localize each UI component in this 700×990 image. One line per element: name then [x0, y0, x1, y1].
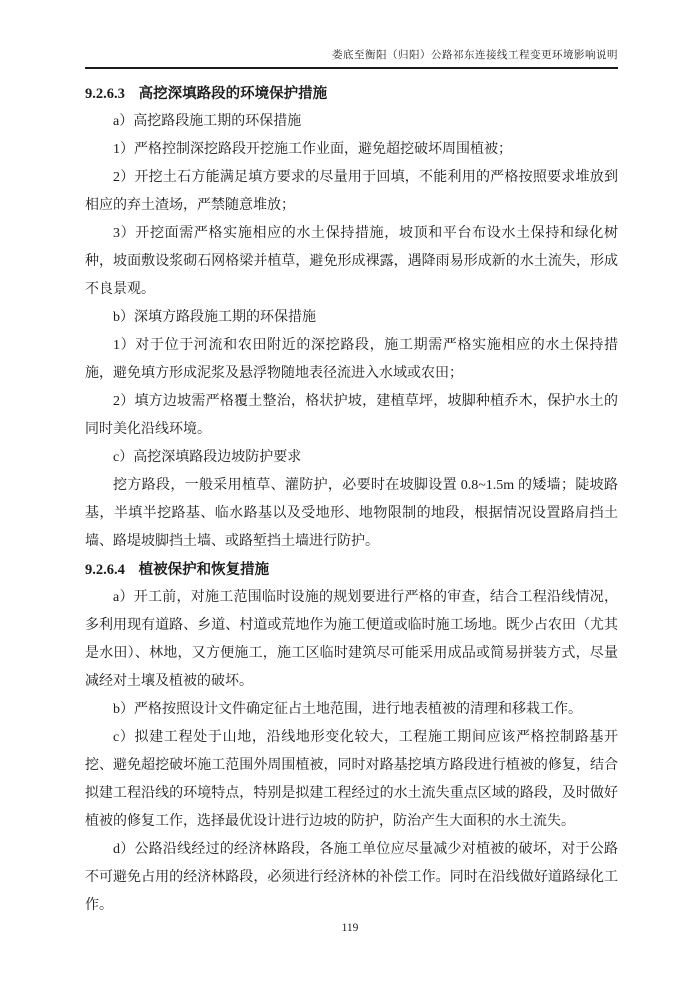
- section-number: 9.2.6.3: [85, 86, 125, 102]
- paragraph: c）高挖深填路段边坡防护要求: [113, 450, 302, 465]
- header-title: 娄底至衡阳（归阳）公路祁东连接线工程变更环境影响说明: [332, 50, 618, 61]
- section-number: 9.2.6.4: [85, 562, 125, 578]
- paragraph: 2）开挖土石方能满足填方要求的尽量用于回填，不能利用的严格按照要求堆放到相应的弃土渣场，严禁随意堆放；: [85, 170, 618, 213]
- paragraph: b）深填方路段施工期的环保措施: [113, 310, 316, 325]
- document-content: [85, 80, 618, 920]
- page-footer: [0, 921, 700, 935]
- page-header: [85, 49, 618, 63]
- page-number: 119: [341, 922, 359, 934]
- paragraph: b）严格按照设计文件确定征占土地范围，进行地表植被的清理和移栽工作。: [113, 702, 582, 717]
- section-title: 高挖深填路段的环境保护措施: [138, 86, 328, 102]
- paragraph: a）开工前，对施工范围临时设施的规划要进行严格的审查，结合工程沿线情况，多利用现有道路、乡道、村道或荒地作为施工便道或临时施工场地。既少占农田（尤其是水田）、林地，又方便施工，施工区临时建筑尽可能采用成品或简易拼装方式，尽量减经对土壤及植被的破坏。: [85, 590, 618, 689]
- section-title: 植被保护和恢复措施: [138, 562, 270, 578]
- paragraph: d）公路沿线经过的经济林路段，各施工单位应尽量减少对植被的破坏，对于公路不可避免占用的经济林路段，必须进行经济林的补偿工作。同时在沿线做好道路绿化工作。: [85, 842, 618, 913]
- section-heading-9-2-6-3: [85, 80, 618, 108]
- paragraph: a）高挖路段施工期的环保措施: [113, 114, 302, 129]
- paragraph: 2）填方边坡需严格覆土整治，格状护坡，建植草坪，坡脚种植乔木，保护水土的同时美化沿线环境。: [85, 394, 618, 437]
- paragraph: 3）开挖面需严格实施相应的水土保持措施，坡顶和平台布设水土保持和绿化树种，坡面敷设浆砌石网格梁并植草，避免形成裸露，遇降雨易形成新的水土流失，形成不良景观。: [85, 226, 618, 297]
- section-heading-9-2-6-4: [85, 556, 618, 584]
- paragraph: 1）对于位于河流和农田附近的深挖路段，施工期需严格实施相应的水土保持措施，避免填方形成泥浆及悬浮物随地表径流进入水域或农田；: [85, 338, 618, 381]
- paragraph: c）拟建工程处于山地，沿线地形变化较大，工程施工期间应该严格控制路基开挖、避免超挖破坏施工范围外周围植被，同时对路基挖填方路段进行植被的修复，结合拟建工程沿线的环境特点，特别是拟建工程经过的水土流失重点区域的路段，及时做好植被的修复工作，选择最优设计进行边坡的防护，防治产生大面积的水土流失。: [85, 730, 618, 829]
- paragraph: 挖方路段，一般采用植草、灌防护，必要时在坡脚设置 0.8~1.5m 的矮墙；陡坡路基，半填半挖路基、临水路基以及受地形、地物限制的地段，根据情况设置路肩挡土墙、路堤坡脚挡土墙、或路堑挡土墙进行防护。: [85, 478, 618, 549]
- header-rule: [85, 67, 618, 69]
- paragraph: 1）严格控制深挖路段开挖施工作业面，避免超挖破坏周围植被；: [113, 142, 512, 157]
